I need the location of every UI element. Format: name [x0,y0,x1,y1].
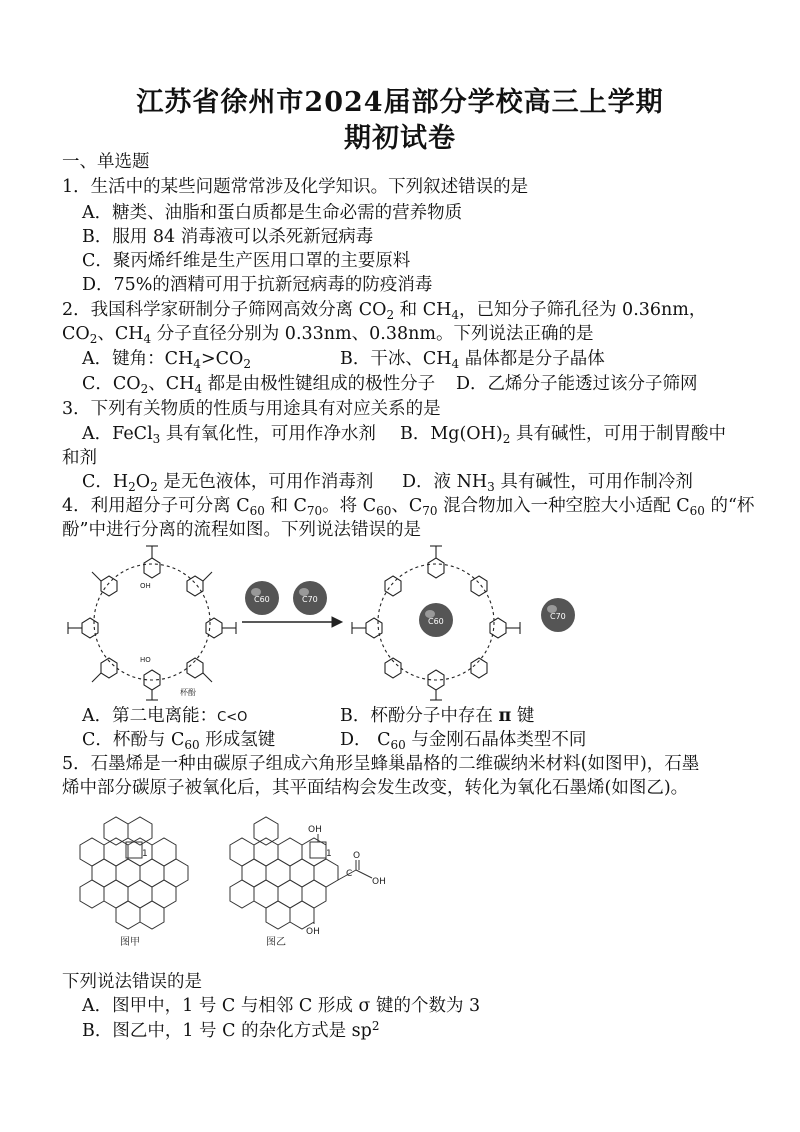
c60-ball [245,581,279,615]
exam-title-line2: 期初试卷 [344,123,456,154]
q2-stem-line2: $CO_2$、$CH_4$ 分子直径分别为 0.33nm、0.38nm。下列说法正确的是 [62,324,594,346]
calixarene-left [68,546,236,700]
q1-stem: 1．生活中的某些问题常常涉及化学知识。下列叙述错误的是 [62,177,529,197]
go-carbon-1-label: 1 [326,849,332,859]
q2-option-a: A．键角：$CH_4>CO_2$ [82,349,251,371]
c70-separated [541,598,575,632]
q3-stem: 3．下列有关物质的性质与用途具有对应关系的是 [62,399,441,419]
svg-text:C60: C60 [254,595,270,604]
q4-stem-line2: 酚”中进行分离的流程如图。下列说法错误的是 [62,520,421,540]
section-heading: 一、单选题 [62,152,150,172]
q4-stem-line1: 4．利用超分子可分离 $C_{60}$ 和 $C_{70}$。将 $C_{60}$、$C_{70}$ 混合物加入一种空腔大小适配 $C_{60}$ 的“杯 [62,496,755,518]
q2-stem-line1: 2．我国科学家研制分子筛网高效分离 $CO_2$ 和 $CH_4$，已知分子筛孔径为 0.36nm， [62,300,707,322]
go-oh-top-label: OH [308,825,322,835]
q3-option-a: A．FeCl$_3$ 具有氧化性，可用作净水剂 [82,424,376,446]
q4-calixarene-figure [60,540,620,705]
q2-option-d: D．乙烯分子能透过该分子筛网 [456,374,698,394]
q5-stem-line1: 5．石墨烯是一种由碳原子组成六角形呈蜂巢晶格的二维碳纳米材料(如图甲)，石墨 [62,754,700,774]
go-oh-bottom-label: OH [306,927,320,937]
exam-title-line1: 江苏省徐州市2024届部分学校高三上学期 [136,87,664,118]
calix-oh-label: OH [140,582,151,590]
c60-in-cavity [419,603,453,637]
q5-question: 下列说法错误的是 [62,972,202,992]
c70-ball [293,581,327,615]
go-c-label: C [346,869,353,879]
figure-a-label: 图甲 [120,937,140,948]
q3-option-b-cont: 和剂 [62,448,97,468]
q4-option-a: A．第二电离能：C<O [82,706,248,726]
process-arrow [242,617,342,627]
figure-b-label: 图乙 [266,937,286,948]
q1-option-d: D．75%的酒精可用于抗新冠病毒的防疫消毒 [82,275,433,295]
q1-option-a: A．糖类、油脂和蛋白质都是生命必需的营养物质 [82,203,463,223]
q4-option-d: D． $C_{60}$ 与金刚石晶体类型不同 [340,730,587,752]
q2-option-c: C．$CO_2$、$CH_4$ 都是由极性键组成的极性分子 [82,374,436,396]
q5-stem-line2: 烯中部分碳原子被氧化后，其平面结构会发生改变，转化为氧化石墨烯(如图乙)。 [62,778,689,798]
graphene-carbon-1-label: 1 [142,849,148,859]
q1-option-c: C．聚丙烯纤维是生产医用口罩的主要原料 [82,251,411,271]
go-oh-right-label: OH [372,877,386,887]
svg-text:C70: C70 [302,595,318,604]
q3-option-b: B．$Mg(OH)_2$ 具有碱性，可用于制胃酸中 [400,424,726,446]
q5-option-a: A．图甲中，1 号 C 与相邻 C 形成 σ 键的个数为 3 [82,996,481,1016]
graphene-sheet [80,817,188,929]
svg-text:C70: C70 [550,612,566,621]
svg-text:C60: C60 [428,617,444,626]
q2-option-b: B．干冰、$CH_4$ 晶体都是分子晶体 [340,349,605,371]
go-o-label: O [353,851,361,861]
q4-option-b: B．杯酚分子中存在 π 键 [340,706,535,726]
q5-graphene-figure [60,800,420,950]
q1-option-b: B．服用 84 消毒液可以杀死新冠病毒 [82,227,374,247]
q3-option-c: C．$H_2O_2$ 是无色液体，可用作消毒剂 [82,472,374,494]
q5-option-b: B．图乙中，1 号 C 的杂化方式是 $sp^2$ [82,1019,380,1041]
q3-option-d: D．液 $NH_3$ 具有碱性，可用作制冷剂 [402,472,693,494]
calixarene-label: 杯酚 [180,688,196,697]
q4-option-c: C．杯酚与 $C_{60}$ 形成氢键 [82,730,276,752]
calix-ho-label: HO [140,656,151,664]
